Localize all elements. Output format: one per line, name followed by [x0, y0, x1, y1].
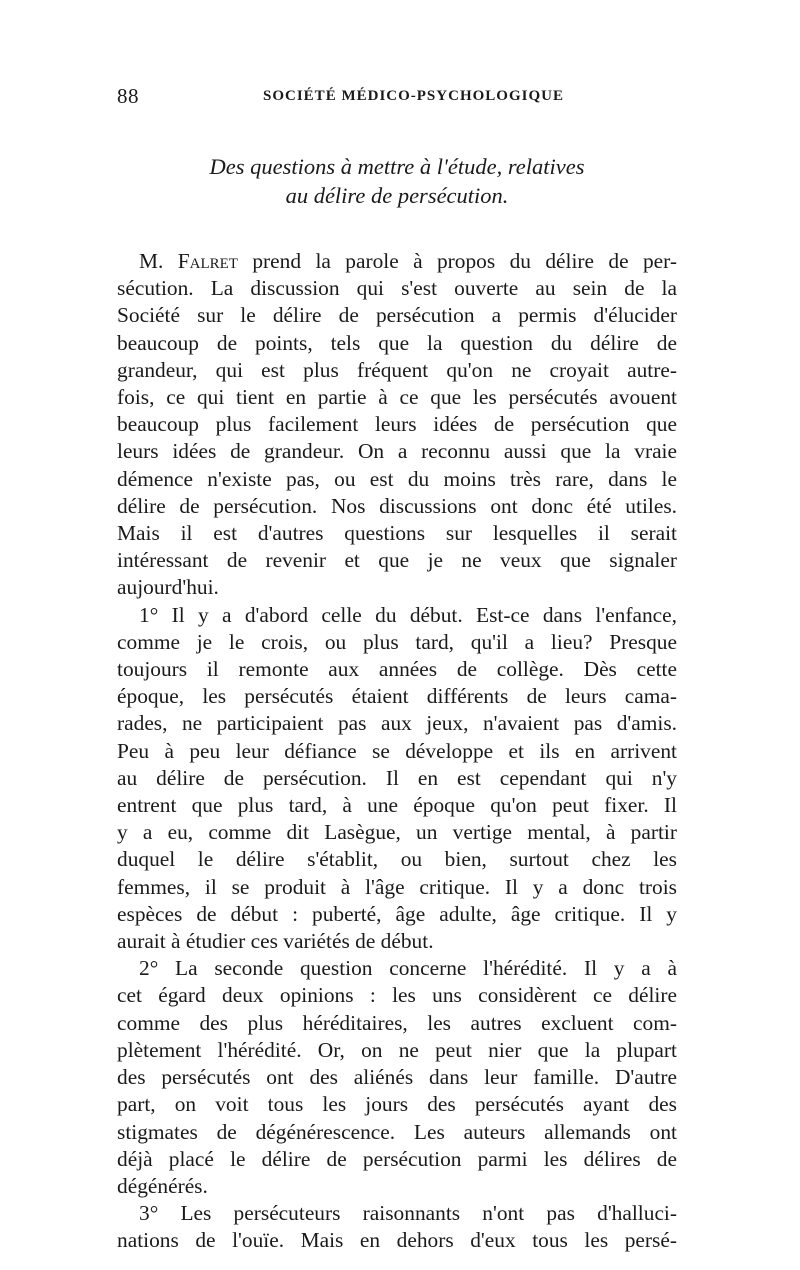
- text-line: sécution. La discussion qui s'est ouverte au sein de la: [117, 276, 677, 301]
- text-line: entrent que plus tard, à une époque qu'on peut fixer. Il: [117, 793, 677, 818]
- text-line: part, on voit tous les jours des persécutés ayant des: [117, 1092, 677, 1117]
- running-head: [117, 84, 677, 118]
- body-text: [117, 248, 677, 1255]
- book-page: [117, 84, 677, 1255]
- text-line: plètement l'hérédité. Or, on ne peut nier que la plupart: [117, 1037, 677, 1062]
- text-line: grandeur, qui est plus fréquent qu'on ne croyait autre-: [117, 357, 677, 382]
- text-line: 2° La seconde question concerne l'hérédité. Il y a à: [139, 956, 677, 981]
- page-number: 88: [117, 84, 139, 108]
- running-title: SOCIÉTÉ MÉDICO-PSYCHOLOGIQUE: [263, 88, 564, 104]
- text-line: Mais il est d'autres questions sur lesquelles il serait: [117, 521, 677, 546]
- text-line: comme je le crois, ou plus tard, qu'il a lieu? Presque: [117, 629, 677, 654]
- text-line: duquel le délire s'établit, ou bien, surtout chez les: [117, 847, 677, 872]
- text-line: époque, les persécutés étaient différents de leurs cama-: [117, 684, 677, 709]
- text-line: toujours il remonte aux années de collège. Dès cette: [117, 657, 677, 682]
- text-line: des persécutés ont des aliénés dans leur famille. D'autre: [117, 1065, 677, 1090]
- text-line: fois, ce qui tient en partie à ce que les persécutés avouent: [117, 385, 677, 410]
- text-line: beaucoup plus facilement leurs idées de persécution que: [117, 412, 677, 437]
- text-line: au délire de persécution. Il en est cependant qui n'y: [117, 765, 677, 790]
- section-heading-line-2: au délire de persécution.: [285, 183, 509, 208]
- section-heading-line-1: Des questions à mettre à l'étude, relatives: [209, 154, 585, 179]
- text-line: intéressant de revenir et que je ne veux que signaler: [117, 548, 677, 573]
- text-line: femmes, il se produit à l'âge critique. Il y a donc trois: [117, 874, 677, 899]
- text-line: beaucoup de points, tels que la question du délire de: [117, 330, 677, 355]
- speaker-prefix: M.: [139, 249, 178, 273]
- text-line: 1° Il y a d'abord celle du début. Est-ce dans l'enfance,: [139, 602, 677, 627]
- text-line: [117, 248, 677, 275]
- text-line: aurait à étudier ces variétés de début.: [117, 929, 434, 954]
- text-line: aujourd'hui.: [117, 575, 219, 600]
- text-line: stigmates de dégénérescence. Les auteurs allemands ont: [117, 1119, 677, 1144]
- text-line: délire de persécution. Nos discussions ont donc été utiles.: [117, 493, 677, 518]
- text-line: rades, ne participaient pas aux jeux, n'avaient pas d'amis.: [117, 711, 677, 736]
- text-line: espèces de début : puberté, âge adulte, âge critique. Il y: [117, 901, 677, 926]
- text-line: comme des plus héréditaires, les autres excluent com-: [117, 1010, 677, 1035]
- text-line: Peu à peu leur défiance se développe et ils en arrivent: [117, 738, 677, 763]
- text-line: démence n'existe pas, ou est du moins très rare, dans le: [117, 466, 677, 491]
- text-line: leurs idées de grandeur. On a reconnu aussi que la vraie: [117, 439, 677, 464]
- text-line: Société sur le délire de persécution a permis d'élucider: [117, 303, 677, 328]
- text-line: y a eu, comme dit Lasègue, un vertige mental, à partir: [117, 820, 677, 845]
- text-line-content: prend la parole à propos du délire de per-: [237, 249, 677, 273]
- text-line: dégénérés.: [117, 1173, 208, 1198]
- section-heading: [117, 152, 677, 210]
- text-line: déjà placé le délire de persécution parmi les délires de: [117, 1146, 677, 1171]
- text-line: 3° Les persécuteurs raisonnants n'ont pas d'halluci-: [139, 1201, 677, 1226]
- speaker-name: Falret: [177, 249, 238, 273]
- text-line: nations de l'ouïe. Mais en dehors d'eux tous les persé-: [117, 1228, 677, 1253]
- text-line: cet égard deux opinions : les uns considèrent ce délire: [117, 983, 677, 1008]
